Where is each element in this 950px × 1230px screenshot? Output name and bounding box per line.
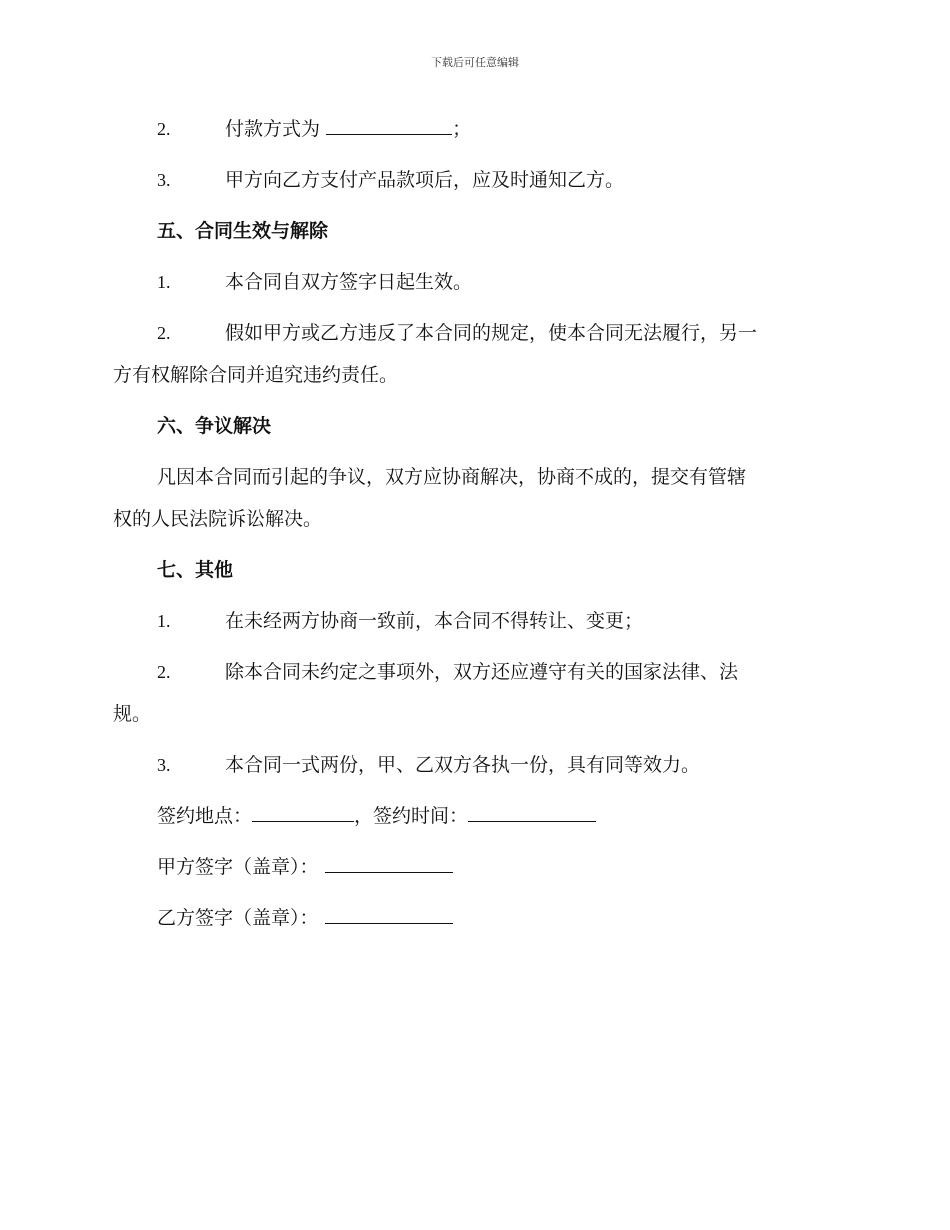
signing-time-blank[interactable] (468, 801, 596, 822)
item-text: 在未经两方协商一致前，本合同不得转让、变更； (225, 610, 644, 632)
section-six-heading: 六、争议解决 (157, 415, 272, 437)
payment-item-3 (113, 159, 835, 201)
item-number: 3. (157, 170, 171, 190)
party-b-label: 乙方签字（盖章）： (157, 907, 319, 929)
payment-method-blank[interactable] (326, 114, 452, 135)
paragraph-line: 权的人民法院诉讼解决。 (113, 508, 323, 530)
page-header: 下载后可任意编辑 (431, 56, 519, 69)
document-body (113, 108, 835, 948)
section-six-paragraph (113, 456, 835, 540)
item-text-continued: 方有权解除合同并追究违约责任。 (113, 364, 399, 386)
item-text: 假如甲方或乙方违反了本合同的规定，使本合同无法履行，另一 (225, 322, 758, 344)
payment-method-label: 付款方式为 (225, 118, 321, 140)
item-text: 本合同一式两份，甲、乙双方各执一份，具有同等效力。 (225, 754, 701, 776)
signing-place-time (113, 795, 835, 837)
item-text: 甲方向乙方支付产品款项后，应及时通知乙方。 (225, 169, 625, 191)
section-five-heading: 五、合同生效与解除 (157, 220, 329, 242)
punctuation: ； (452, 118, 472, 140)
section-seven-heading: 七、其他 (157, 559, 234, 581)
signing-place-blank[interactable] (252, 801, 354, 822)
item-text: 本合同自双方签字日起生效。 (225, 271, 473, 293)
party-b-signature (113, 897, 835, 939)
item-number: 1. (157, 611, 171, 631)
item-number: 1. (157, 272, 171, 292)
party-a-label: 甲方签字（盖章）： (157, 856, 319, 878)
paragraph-line: 凡因本合同而引起的争议，双方应协商解决，协商不成的，提交有管辖 (157, 466, 747, 488)
section-five-item-1 (113, 261, 835, 303)
item-number: 2. (157, 119, 171, 139)
item-text-continued: 规。 (113, 703, 152, 725)
item-number: 2. (157, 323, 171, 343)
item-number: 3. (157, 755, 171, 775)
payment-item-2 (113, 108, 835, 150)
party-a-signature (113, 846, 835, 888)
section-seven-item-1 (113, 600, 835, 642)
party-a-blank[interactable] (325, 852, 453, 873)
signing-place-label: 签约地点： (157, 805, 253, 827)
item-text: 除本合同未约定之事项外，双方还应遵守有关的国家法律、法 (225, 661, 739, 683)
item-text (225, 108, 471, 150)
section-five-item-2 (113, 312, 835, 396)
section-seven-item-2 (113, 651, 835, 735)
section-seven-item-3 (113, 744, 835, 786)
item-number: 2. (157, 662, 171, 682)
separator: ， (354, 805, 374, 827)
signing-time-label: 签约时间： (373, 805, 469, 827)
party-b-blank[interactable] (325, 903, 453, 924)
